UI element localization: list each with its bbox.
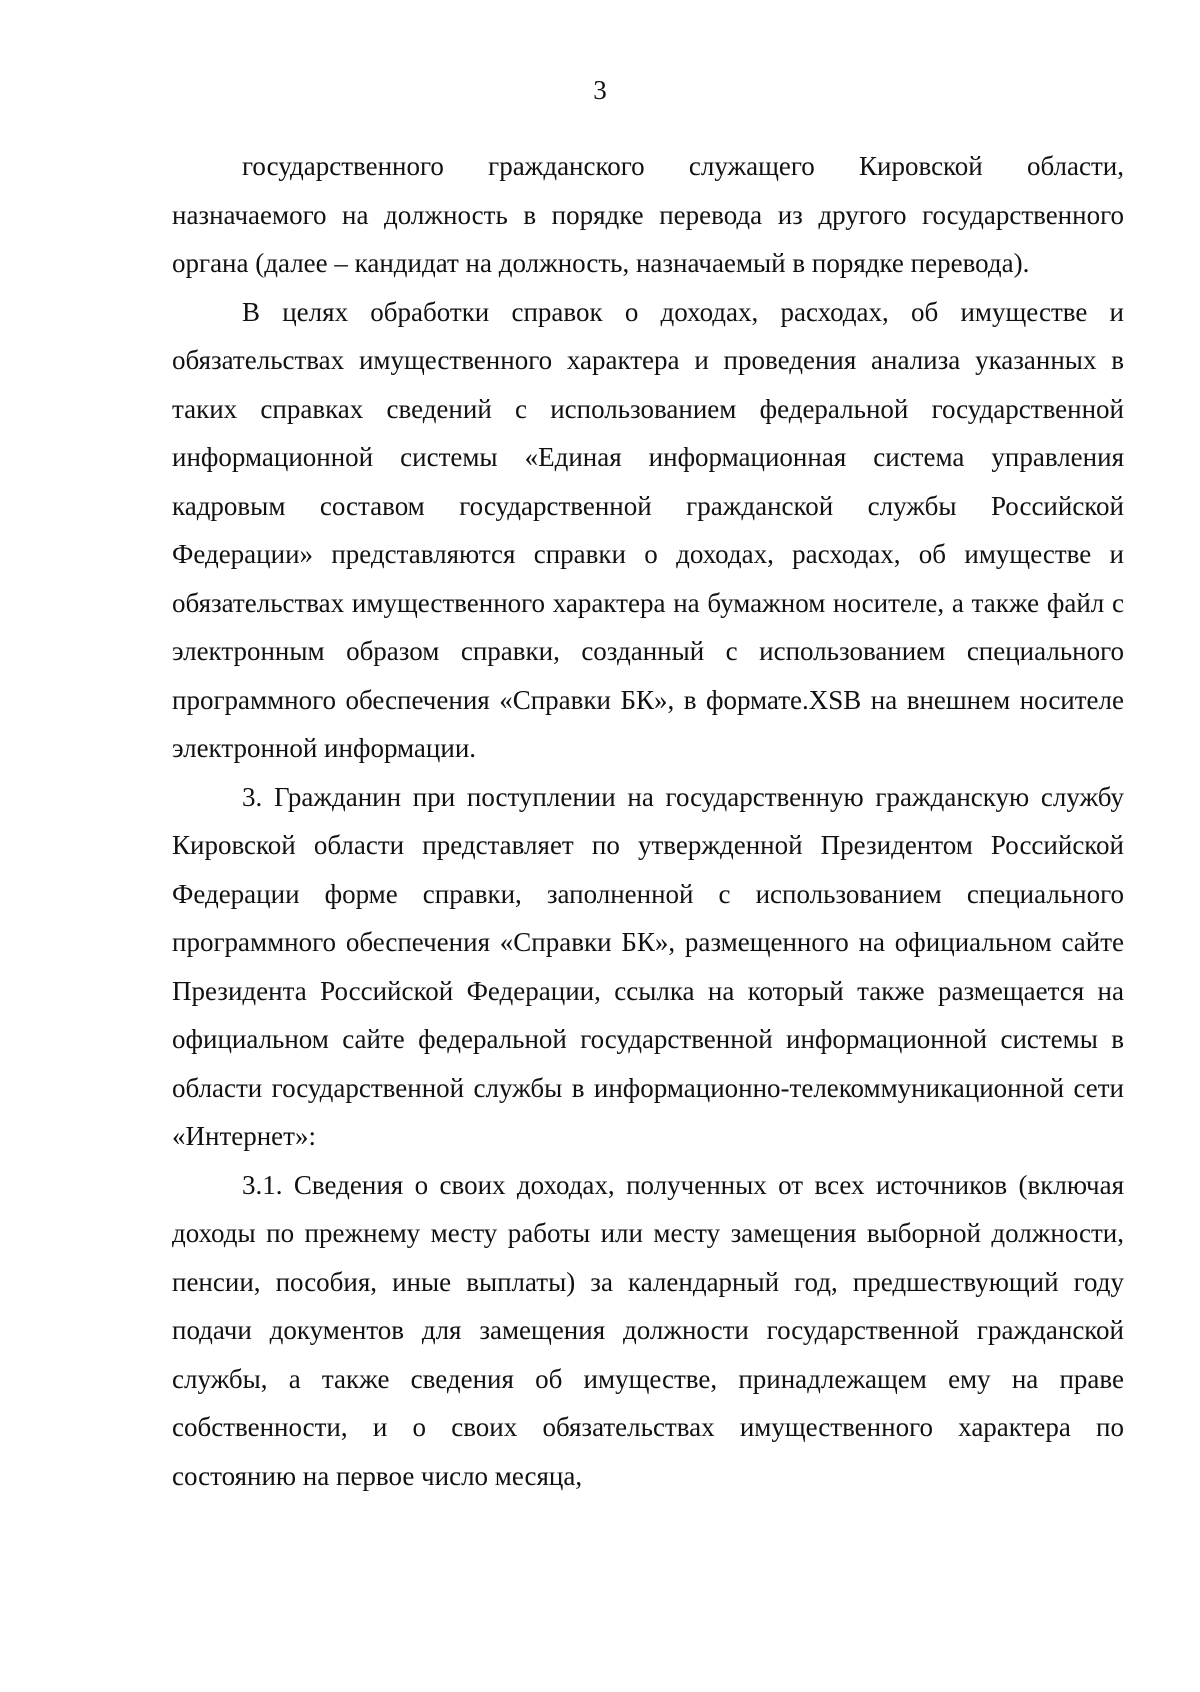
paragraph-item-3-1: 3.1. Сведения о своих доходах, полученных от всех источников (включая доходы по прежнему месту работы или месту замещения выборной должности, пенсии, пособия, иные выплаты) за календарный год, предшествующий году подачи документов для замещения должности государственной гражданской службы, а также сведения об имуществе, принадлежащем ему на праве собственности, и о своих обязательствах имущественного характера по состоянию на первое число месяца, — [172, 1169, 1124, 1491]
paragraph-continuation: государственного гражданского служащего Кировской области, назначаемого на должность в порядке перевода из другого государственного органа (далее – кандидат на должность, назначаемый в порядке перевода). — [172, 151, 1124, 278]
page-number: 3 — [593, 75, 607, 105]
document-body — [172, 142, 1124, 1500]
paragraph-item-3: 3. Гражданин при поступлении на государственную гражданскую службу Кировской области представляет по утвержденной Президентом Российской Федерации форме справки, заполненной с использованием специального программного обеспечения «Справки БК», размещенного на официальном сайте Президента Российской Федерации, ссылка на который также размещается на официальном сайте федеральной государственной информационной системы в области государственной службы в информационно-телекоммуникационной сети «Интернет»: — [172, 781, 1124, 1151]
paragraph-processing-purpose: В целях обработки справок о доходах, расходах, об имуществе и обязательствах имущественного характера и проведения анализа указанных в таких справках сведений с использованием федеральной государственной информационной системы «Единая информационная система управления кадровым составом государственной гражданской службы Российской Федерации» представляются справки о доходах, расходах, об имуществе и обязательствах имущественного характера на бумажном носителе, а также файл с электронным образом справки, созданный с использованием специального программного обеспечения «Справки БК», в формате.XSB на внешнем носителе электронной информации. — [172, 296, 1124, 763]
